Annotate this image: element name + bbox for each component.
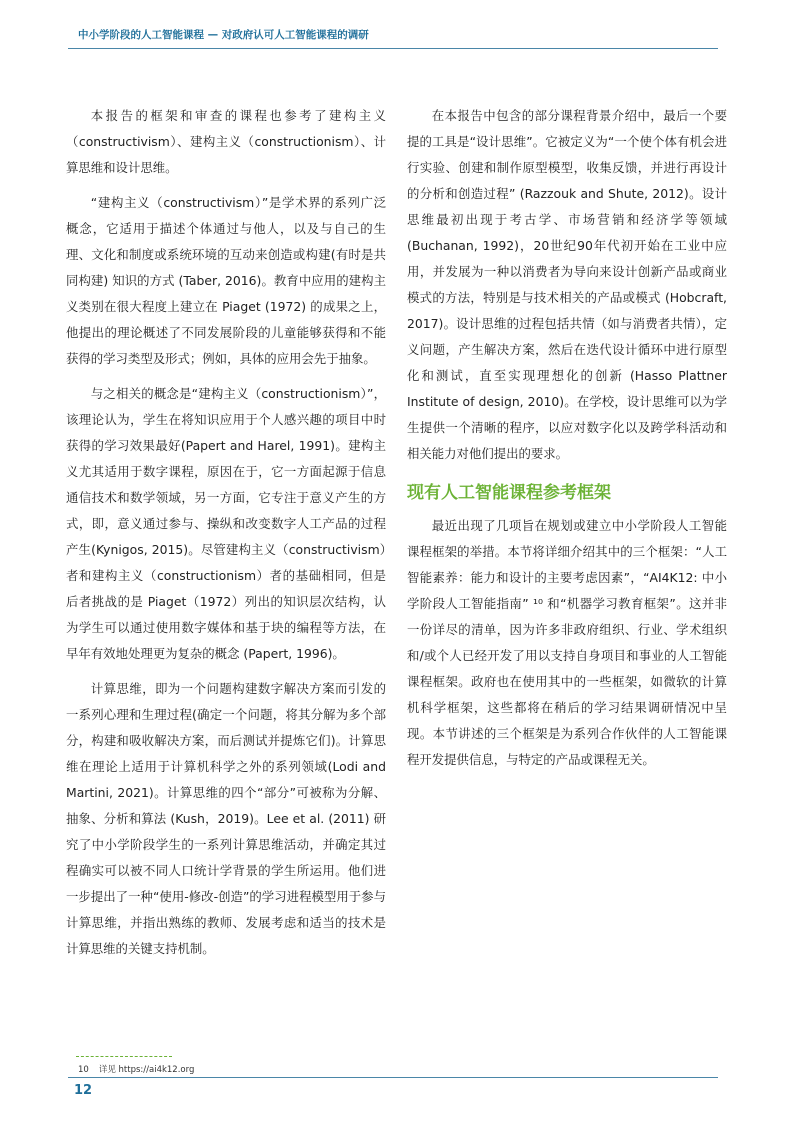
body-paragraph: 最近出现了几项旨在规划或建立中小学阶段人工智能课程框架的举措。本节将详细介绍其中的三个框架：“人工智能素养：能力和设计的主要考虑因素”，“AI4K12: 中小学阶段人工智能指南” ¹⁰ 和“机器学习教育框架”。这并非一份详尽的清单，因为许多非政府组织、行业、学术组织和/或个人已经开发了用以支持自身项目和事业的人工智能课程框架。政府也在使用其中的一些框架，如微软的计算机科学框架，这些都将在稍后的学习结果调研情况中呈现。本节讲述的三个框架是为系列合作伙伴的人工智能课程开发提供信息，与特定的产品或课程无关。 <box>407 518 727 767</box>
left-column <box>66 103 386 971</box>
footnote <box>78 1063 194 1075</box>
footnote-divider <box>76 1056 172 1057</box>
section-heading: 现有人工智能课程参考框架 <box>407 483 611 503</box>
running-header: 中小学阶段的人工智能课程 — 对政府认可人工智能课程的调研 <box>78 29 369 41</box>
body-paragraph: 本报告的框架和审查的课程也参考了建构主义（constructivism）、建构主义（constructionism）、计算思维和设计思维。 <box>66 108 386 175</box>
page-number: 12 <box>74 1083 93 1098</box>
header-divider <box>68 48 718 49</box>
body-paragraph: 与之相关的概念是“建构主义（constructionism）”，该理论认为，学生在将知识应用于个人感兴趣的项目中时获得的学习效果最好(Papert and Harel, 1991)。建构主义尤其适用于数字课程，原因在于，它一方面起源于信息通信技术和数学领域，另一方面，它专注于意义产生的方式，即，意义通过参与、操纵和改变数字人工产品的过程产生(Kynigos, 2015)。尽管建构主义（constructivism）者和建构主义（constructionism）者的基础相同，但是后者挑战的是 Piaget（1972）列出的知识层次结构，认为学生可以通过使用数字媒体和基于块的编程等方法，在早年有效地处理更为复杂的概念 (Papert, 1996)。 <box>66 386 386 661</box>
footer-divider <box>68 1077 718 1078</box>
body-paragraph: 计算思维，即为一个问题构建数字解决方案而引发的一系列心理和生理过程(确定一个问题，将其分解为多个部分，构建和吸收解决方案，而后测试并提炼它们)。计算思维在理论上适用于计算机科学之外的系列领域(Lodi and Martini, 2021)。计算思维的四个“部分”可被称为分解、抽象、分析和算法 (Kush，2019)。Lee et al. (2011) 研究了中小学阶段学生的一系列计算思维活动，并确定其过程确实可以被不同人口统计学背景的学生所运用。他们进一步提出了一种“使用-修改-创造”的学习进程模型用于参与计算思维，并指出熟练的教师、发展考虑和适当的技术是计算思维的关键支持机制。 <box>66 681 386 956</box>
footnote-text: 详见 https://ai4k12.org <box>98 1065 195 1075</box>
right-column <box>407 103 727 782</box>
body-paragraph: “建构主义（constructivism）”是学术界的系列广泛概念，它适用于描述个体通过与他人，以及与自己的生理、文化和制度或系统环境的互动来创造或构建(有时是共同构建) 知识的方式 (Taber, 2016)。教育中应用的建构主义类别在很大程度上建立在 Piaget (1972) 的成果之上，他提出的理论概述了不同发展阶段的儿童能够获得和不能获得的学习类型及形式；例如，具体的应用会先于抽象。 <box>66 195 386 366</box>
body-paragraph: 在本报告中包含的部分课程背景介绍中，最后一个要提的工具是“设计思维”。它被定义为“一个使个体有机会进行实验、创建和制作原型模型，收集反馈，并进行再设计的分析和创造过程” (Razzouk and Shute, 2012)。设计思维最初出现于考古学、市场营销和经济学等领域 (Buchanan, 1992)，20世纪90年代初开始在工业中应用，并发展为一种以消费者为导向来设计创新产品或商业模式的方法，特别是与技术相关的产品或模式 (Hobcraft, 2017)。设计思维的过程包括共情（如与消费者共情），定义问题，产生解决方案，然后在迭代设计循环中进行原型化和测试，直至实现理想化的创新 (Hasso Plattner Institute of design, 2010)。在学校，设计思维可以为学生提供一个清晰的程序，以应对数字化以及跨学科活动和相关能力对他们提出的要求。 <box>407 108 727 461</box>
footnote-number: 10 <box>78 1065 89 1075</box>
